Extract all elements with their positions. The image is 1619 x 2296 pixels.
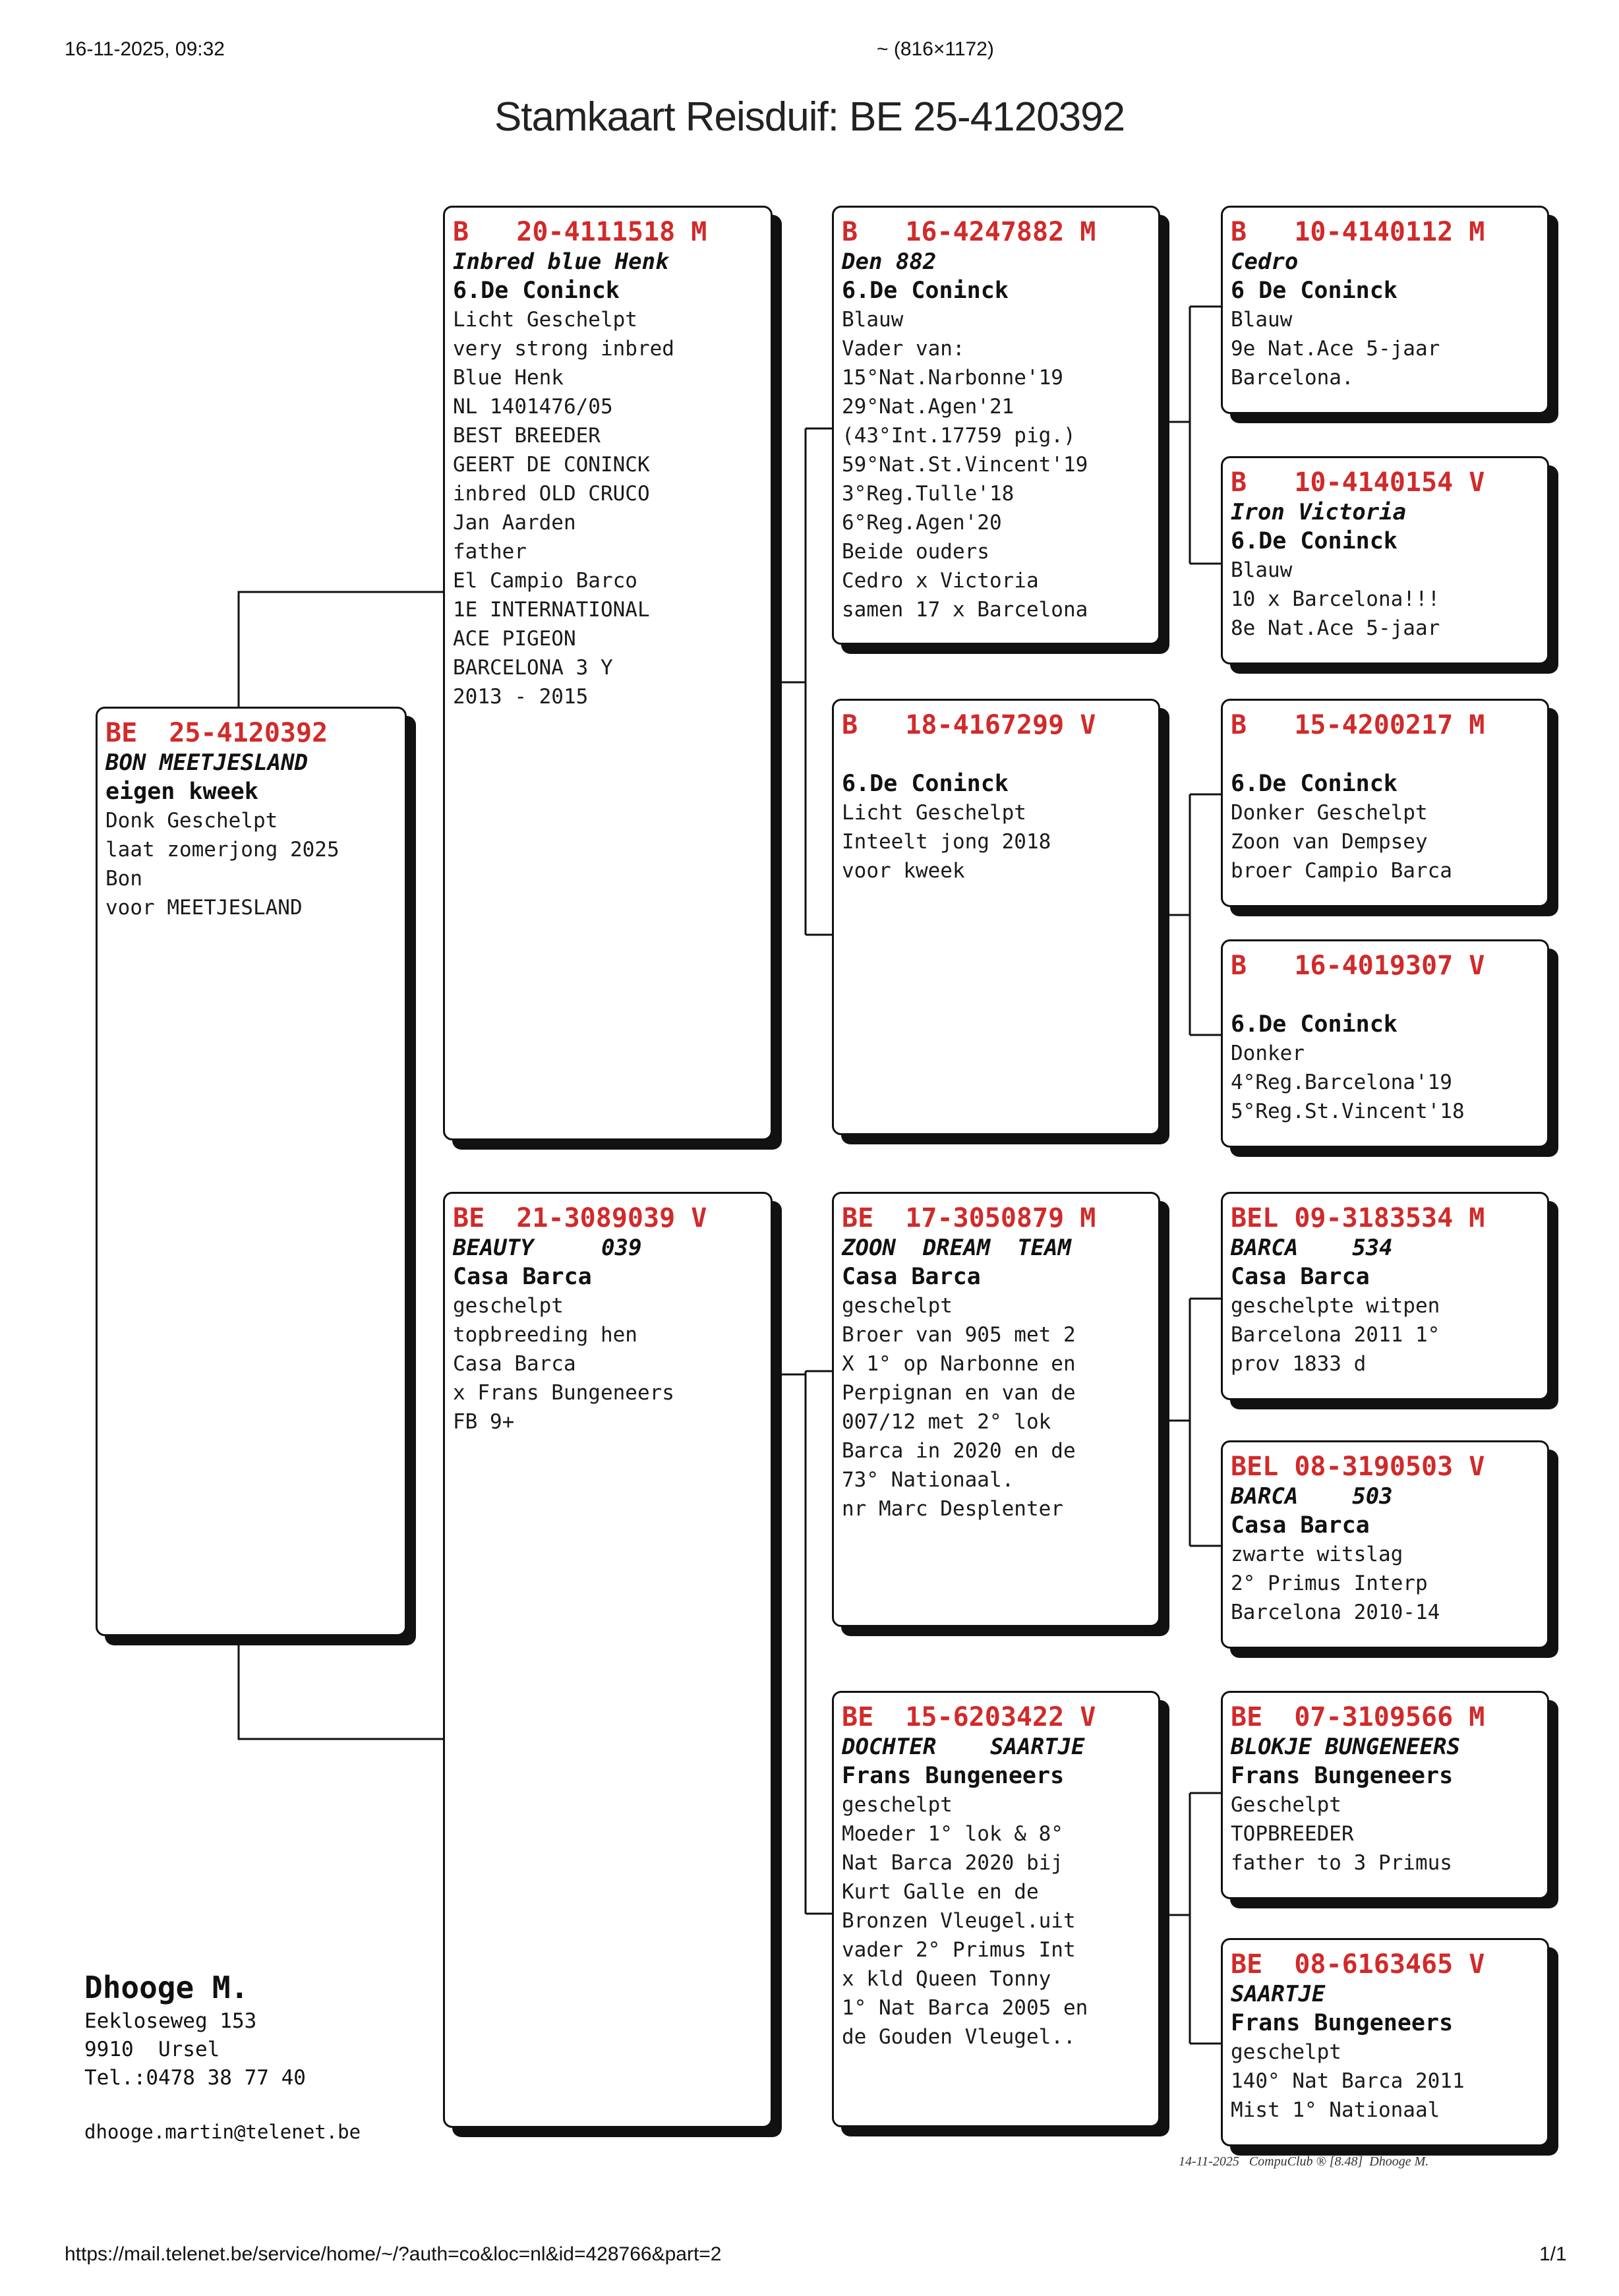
pigeon-card-father (443, 206, 773, 1140)
info-line: (43°Int.17759 pig.) (842, 424, 1076, 448)
info-line: Blue Henk (453, 366, 564, 390)
ring-number: BE 07-3109566 M (1231, 1702, 1485, 1732)
info-line: inbred OLD CRUCO (453, 482, 650, 506)
info-line: prov 1833 d (1231, 1352, 1367, 1376)
pigeon-name: BEAUTY 039 (453, 1235, 642, 1261)
info-line: 9e Nat.Ace 5-jaar (1231, 337, 1440, 361)
breeder: 6.De Coninck (1231, 771, 1398, 797)
info-line: Inteelt jong 2018 (842, 830, 1051, 854)
info-line: x Frans Bungeneers (453, 1381, 674, 1405)
pigeon-card-subject (96, 707, 407, 1636)
info-line: Donk Geschelpt (105, 809, 278, 833)
info-line: Barca in 2020 en de (842, 1439, 1076, 1463)
info-line: 15°Nat.Narbonne'19 (842, 366, 1063, 390)
info-line: Licht Geschelpt (453, 308, 637, 332)
info-line: 10 x Barcelona!!! (1231, 587, 1440, 611)
breeder: Casa Barca (1231, 1512, 1370, 1539)
breeder: Casa Barca (453, 1264, 592, 1290)
ring-number: BE 25-4120392 (105, 718, 328, 748)
info-line: nr Marc Desplenter (842, 1497, 1063, 1521)
pigeon-name: DOCHTER SAARTJE (842, 1734, 1085, 1760)
info-line: Licht Geschelpt (842, 801, 1026, 825)
info-line: El Campio Barco (453, 569, 637, 593)
ring-number: BEL 09-3183534 M (1231, 1203, 1485, 1233)
info-line: 1E INTERNATIONAL (453, 598, 650, 622)
info-line: NL 1401476/05 (453, 395, 613, 419)
info-line: Blauw (1231, 558, 1293, 582)
pigeon-name (842, 740, 1150, 769)
pigeon-name (1231, 981, 1539, 1010)
info-line: Beide ouders (842, 540, 989, 564)
info-line: father to 3 Primus (1231, 1851, 1452, 1875)
info-line: 29°Nat.Agen'21 (842, 395, 1015, 419)
ring-number: B 16-4247882 M (842, 217, 1096, 247)
pigeon-name (1231, 740, 1539, 769)
print-window-size: ~ (816×1172) (877, 38, 994, 60)
info-line: very strong inbred (453, 337, 674, 361)
info-line: Perpignan en van de (842, 1381, 1076, 1405)
info-line: Bon (105, 867, 142, 891)
breeder: Frans Bungeneers (1231, 1763, 1454, 1789)
info-line: Jan Aarden (453, 511, 576, 535)
info-line: Donker Geschelpt (1231, 801, 1428, 825)
info-line: Donker (1231, 1042, 1305, 1065)
info-line: BEST BREEDER (453, 424, 601, 448)
info-line: Blauw (842, 308, 904, 332)
info-line: geschelpt (842, 1294, 953, 1318)
pigeon-name: ZOON DREAM TEAM (842, 1235, 1071, 1261)
software-stamp: 14-11-2025 CompuClub ® [8.48] Dhooge M. (1179, 2154, 1429, 2169)
pigeon-name: Inbred blue Henk (453, 249, 669, 275)
info-line: voor kweek (842, 859, 965, 883)
breeder: Casa Barca (842, 1264, 981, 1290)
print-url: https://mail.telenet.be/service/home/~/?auth=co&loc=nl&id=428766&part=2 (65, 2243, 722, 2265)
ring-number: B 10-4140112 M (1231, 217, 1485, 247)
ring-number: BE 21-3089039 V (453, 1203, 707, 1233)
pigeon-card-fm-father (1221, 699, 1549, 907)
info-line: ACE PIGEON (453, 627, 576, 651)
info-line: BARCELONA 3 Y (453, 656, 613, 680)
info-line: GEERT DE CONINCK (453, 453, 650, 477)
ring-number: BE 15-6203422 V (842, 1702, 1096, 1732)
info-line: 3°Reg.Tulle'18 (842, 482, 1015, 506)
pigeon-card-paternal-grandmother (832, 699, 1160, 1135)
info-line: laat zomerjong 2025 (105, 838, 339, 862)
info-line: Nat Barca 2020 bij (842, 1851, 1063, 1875)
pigeon-name: BARCA 534 (1231, 1235, 1393, 1261)
owner-street: Eekloseweg 153 (84, 2009, 257, 2033)
owner-city: 9910 Ursel (84, 2038, 220, 2061)
pigeon-name: Iron Victoria (1231, 499, 1407, 525)
info-line: Blauw (1231, 308, 1293, 332)
info-line: broer Campio Barca (1231, 859, 1452, 883)
info-line: Barcelona. (1231, 366, 1354, 390)
info-line: topbreeding hen (453, 1323, 637, 1347)
ring-number: B 10-4140154 V (1231, 467, 1485, 498)
ring-number: BE 08-6163465 V (1231, 1949, 1485, 1980)
info-line: TOPBREEDER (1231, 1822, 1354, 1846)
ring-number: B 16-4019307 V (1231, 951, 1485, 981)
info-line: Cedro x Victoria (842, 569, 1039, 593)
breeder: 6.De Coninck (1231, 1011, 1398, 1038)
breeder: Frans Bungeneers (842, 1763, 1065, 1789)
info-line: 007/12 met 2° lok (842, 1410, 1051, 1434)
info-line: 2° Primus Interp (1231, 1572, 1428, 1595)
info-line: zwarte witslag (1231, 1543, 1403, 1566)
info-line: 4°Reg.Barcelona'19 (1231, 1071, 1452, 1094)
pigeon-name: Cedro (1231, 249, 1299, 275)
pigeon-card-mm-father (1221, 1691, 1549, 1899)
pigeon-name: SAARTJE (1231, 1981, 1326, 2007)
pigeon-card-maternal-grandmother (832, 1691, 1160, 2127)
info-line: 6°Reg.Agen'20 (842, 511, 1002, 535)
breeder: 6.De Coninck (1231, 528, 1398, 554)
ring-number: B 15-4200217 M (1231, 710, 1485, 740)
info-line: Barcelona 2010-14 (1231, 1601, 1440, 1624)
breeder: 6.De Coninck (842, 278, 1009, 304)
info-line: Moeder 1° lok & 8° (842, 1822, 1063, 1846)
breeder: eigen kweek (105, 779, 258, 805)
info-line: X 1° op Narbonne en (842, 1352, 1076, 1376)
owner-phone: Tel.:0478 38 77 40 (84, 2066, 306, 2090)
info-line: geschelpt (842, 1793, 953, 1817)
breeder: Casa Barca (1231, 1264, 1370, 1290)
info-line: de Gouden Vleugel.. (842, 2025, 1076, 2049)
info-line: Zoon van Dempsey (1231, 830, 1428, 854)
info-line: samen 17 x Barcelona (842, 598, 1088, 622)
pigeon-card-mf-mother (1221, 1440, 1549, 1649)
pigeon-name: BON MEETJESLAND (105, 750, 309, 776)
info-line: geschelpt (1231, 2040, 1341, 2064)
pigeon-card-paternal-grandfather (832, 206, 1160, 645)
breeder: 6 De Coninck (1231, 278, 1398, 304)
info-line: Geschelpt (1231, 1793, 1341, 1817)
info-line: father (453, 540, 527, 564)
info-line: Bronzen Vleugel.uit (842, 1909, 1076, 1933)
ring-number: BE 17-3050879 M (842, 1203, 1096, 1233)
info-line: Barcelona 2011 1° (1231, 1323, 1440, 1347)
pigeon-name: BARCA 503 (1231, 1483, 1393, 1510)
info-line: Mist 1° Nationaal (1231, 2098, 1440, 2122)
owner-email: dhooge.martin@telenet.be (84, 2121, 361, 2143)
pigeon-card-ff-father (1221, 206, 1549, 414)
print-page-number: 1/1 (1539, 2243, 1567, 2265)
info-line: geschelpte witpen (1231, 1294, 1440, 1318)
breeder: Frans Bungeneers (1231, 2010, 1454, 2036)
page-title: Stamkaart Reisduif: BE 25-4120392 (494, 94, 1125, 140)
info-line: 140° Nat Barca 2011 (1231, 2069, 1465, 2093)
info-line: 1° Nat Barca 2005 en (842, 1996, 1088, 2020)
info-line: x kld Queen Tonny (842, 1967, 1051, 1991)
info-line: 5°Reg.St.Vincent'18 (1231, 1100, 1465, 1123)
info-line: Broer van 905 met 2 (842, 1323, 1076, 1347)
info-line: vader 2° Primus Int (842, 1938, 1076, 1962)
ring-number: BEL 08-3190503 V (1231, 1452, 1485, 1482)
ring-number: B 18-4167299 V (842, 710, 1096, 740)
info-line: 2013 - 2015 (453, 685, 589, 709)
info-line: Casa Barca (453, 1352, 576, 1376)
info-line: 73° Nationaal. (842, 1468, 1015, 1492)
info-line: 59°Nat.St.Vincent'19 (842, 453, 1088, 477)
pigeon-name: Den 882 (842, 249, 937, 275)
pigeon-card-fm-mother (1221, 939, 1549, 1148)
info-line: voor MEETJESLAND (105, 896, 303, 920)
pigeon-card-ff-mother (1221, 456, 1549, 664)
info-line: geschelpt (453, 1294, 564, 1318)
breeder: 6.De Coninck (453, 278, 620, 304)
print-date: 16-11-2025, 09:32 (65, 38, 225, 60)
info-line: 8e Nat.Ace 5-jaar (1231, 616, 1440, 640)
pigeon-card-mm-mother (1221, 1938, 1549, 2146)
info-line: Vader van: (842, 337, 965, 361)
info-line: FB 9+ (453, 1410, 515, 1434)
pigeon-card-maternal-grandfather (832, 1192, 1160, 1627)
owner-address-block (84, 1968, 361, 2145)
info-line: Kurt Galle en de (842, 1880, 1039, 1904)
ring-number: B 20-4111518 M (453, 217, 707, 247)
pigeon-card-mother (443, 1192, 773, 2128)
pigeon-card-mf-father (1221, 1192, 1549, 1400)
breeder: 6.De Coninck (842, 771, 1009, 797)
owner-name: Dhooge M. (84, 1970, 249, 2005)
pigeon-name: BLOKJE BUNGENEERS (1231, 1734, 1460, 1760)
